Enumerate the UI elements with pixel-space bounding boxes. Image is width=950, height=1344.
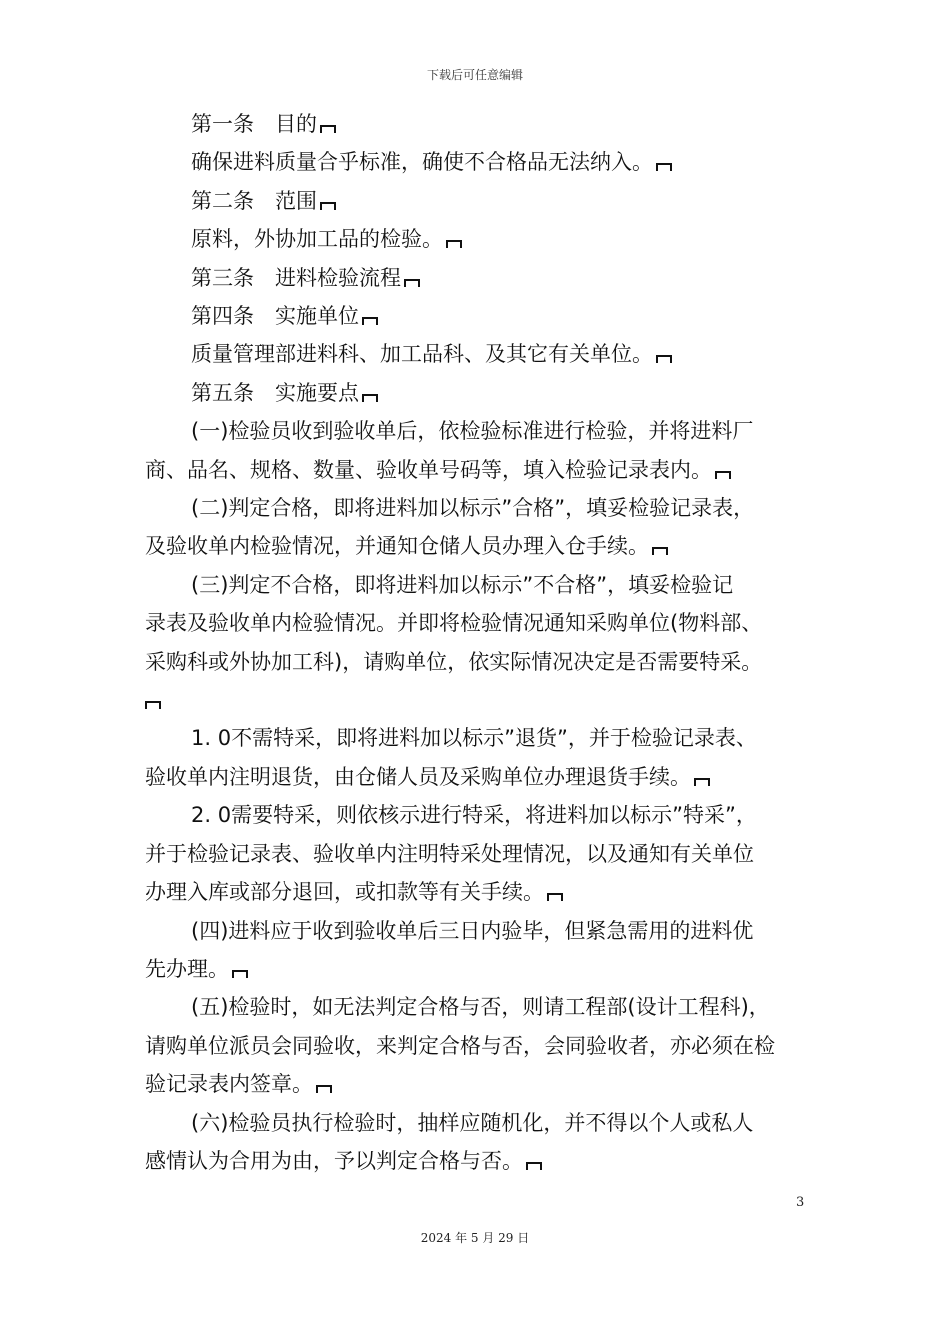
sub-2-line-3 [145, 873, 817, 911]
paragraph-mark-icon [526, 1162, 542, 1170]
point-5-line-3 [145, 1065, 817, 1103]
point-3-line-2: 录表及验收单内检验情况。并即将检验情况通知采购单位(物料部、 [145, 611, 763, 636]
paragraph-mark-icon [320, 202, 336, 210]
article-3-title-text: 第三条 进料检验流程 [191, 265, 401, 290]
point-3-line-3: 采购科或外协加工科)，请购单位，依实际情况决定是否需要特采。 [145, 649, 763, 674]
paragraph-mark-icon [404, 279, 420, 287]
article-4-title-text: 第四条 实施单位 [191, 304, 359, 329]
article-2-title-text: 第二条 范围 [191, 188, 317, 213]
point-5-line-2: 请购单位派员会同验收，来判定合格与否，会同验收者，亦必须在检 [145, 1033, 775, 1058]
point-1-line-2-text: 商、品名、规格、数量、验收单号码等，填入检验记录表内。 [145, 457, 712, 482]
page-footer-date: 2024 年 5 月 29 日 [420, 1231, 530, 1245]
article-1-title [145, 105, 817, 143]
paragraph-mark-icon [656, 355, 672, 363]
paragraph-mark-icon [145, 701, 161, 709]
sub-1-line-2 [145, 758, 817, 796]
paragraph-mark-icon [232, 970, 248, 978]
point-4-line-2-text: 先办理。 [145, 956, 229, 981]
article-4-body [145, 335, 817, 373]
article-5-title [145, 374, 817, 412]
point-4-line-2 [145, 950, 817, 988]
paragraph-mark-icon [446, 240, 462, 248]
article-1-title-text: 第一条 目的 [191, 112, 317, 136]
paragraph-mark-icon [320, 125, 336, 133]
article-2-body [145, 220, 817, 258]
sub-1-line-1: 1. 0不需特采，即将进料加以标示”退货”，并于检验记录表、 [191, 726, 757, 751]
sub-2-line-3-text: 办理入库或部分退回，或扣款等有关手续。 [145, 880, 544, 905]
point-5-line-3-text: 验记录表内签章。 [145, 1072, 313, 1097]
point-2-line-2 [145, 527, 817, 565]
article-5-title-text: 第五条 实施要点 [191, 380, 359, 405]
article-2-title [145, 182, 817, 220]
article-3-title [145, 259, 817, 297]
paragraph-mark-icon [715, 471, 731, 479]
sub-1-line-2-text: 验收单内注明退货，由仓储人员及采购单位办理退货手续。 [145, 764, 691, 789]
point-2-line-1: (二)判定合格，即将进料加以标示”合格”，填妥检验记录表， [191, 496, 755, 521]
article-2-body-text: 原料，外协加工品的检验。 [191, 227, 443, 252]
paragraph-mark-icon [656, 163, 672, 171]
article-1-body-text: 确保进料质量合乎标准，确使不合格品无法纳入。 [191, 150, 653, 175]
point-1-line-2 [145, 451, 817, 489]
article-4-body-text: 质量管理部进料科、加工品科、及其它有关单位。 [191, 342, 653, 367]
point-6-line-1: (六)检验员执行检验时，抽样应随机化，并不得以个人或私人 [191, 1110, 754, 1135]
point-2-line-2-text: 及验收单内检验情况，并通知仓储人员办理入仓手续。 [145, 534, 649, 559]
sub-2-line-1: 2. 0需要特采，则依核示进行特采，将进料加以标示”特采”， [191, 803, 757, 828]
paragraph-mark-icon [362, 394, 378, 402]
point-6-line-2 [145, 1142, 817, 1180]
paragraph-mark-icon [652, 547, 668, 555]
point-5-line-1: (五)检验时，如无法判定合格与否，则请工程部(设计工程科)， [191, 995, 770, 1020]
article-4-title [145, 297, 817, 335]
sub-2-line-2: 并于检验记录表、验收单内注明特采处理情况，以及通知有关单位 [145, 841, 754, 866]
point-4-line-1: (四)进料应于收到验收单后三日内验毕，但紧急需用的进料优 [191, 918, 754, 943]
paragraph-mark-icon [362, 317, 378, 325]
document-body [145, 105, 817, 1180]
paragraph-mark-icon [694, 778, 710, 786]
page-number: 3 [796, 1195, 805, 1210]
paragraph-mark-icon [316, 1085, 332, 1093]
point-6-line-2-text: 感情认为合用为由，予以判定合格与否。 [145, 1148, 523, 1173]
article-1-body [145, 143, 817, 181]
point-1-line-1: (一)检验员收到验收单后，依检验标准进行检验，并将进料厂 [191, 419, 754, 444]
page-header: 下载后可任意编辑 [426, 68, 523, 82]
point-3-mark-line [145, 681, 817, 719]
paragraph-mark-icon [547, 893, 563, 901]
point-3-line-1: (三)判定不合格，即将进料加以标示”不合格”，填妥检验记 [191, 572, 734, 597]
